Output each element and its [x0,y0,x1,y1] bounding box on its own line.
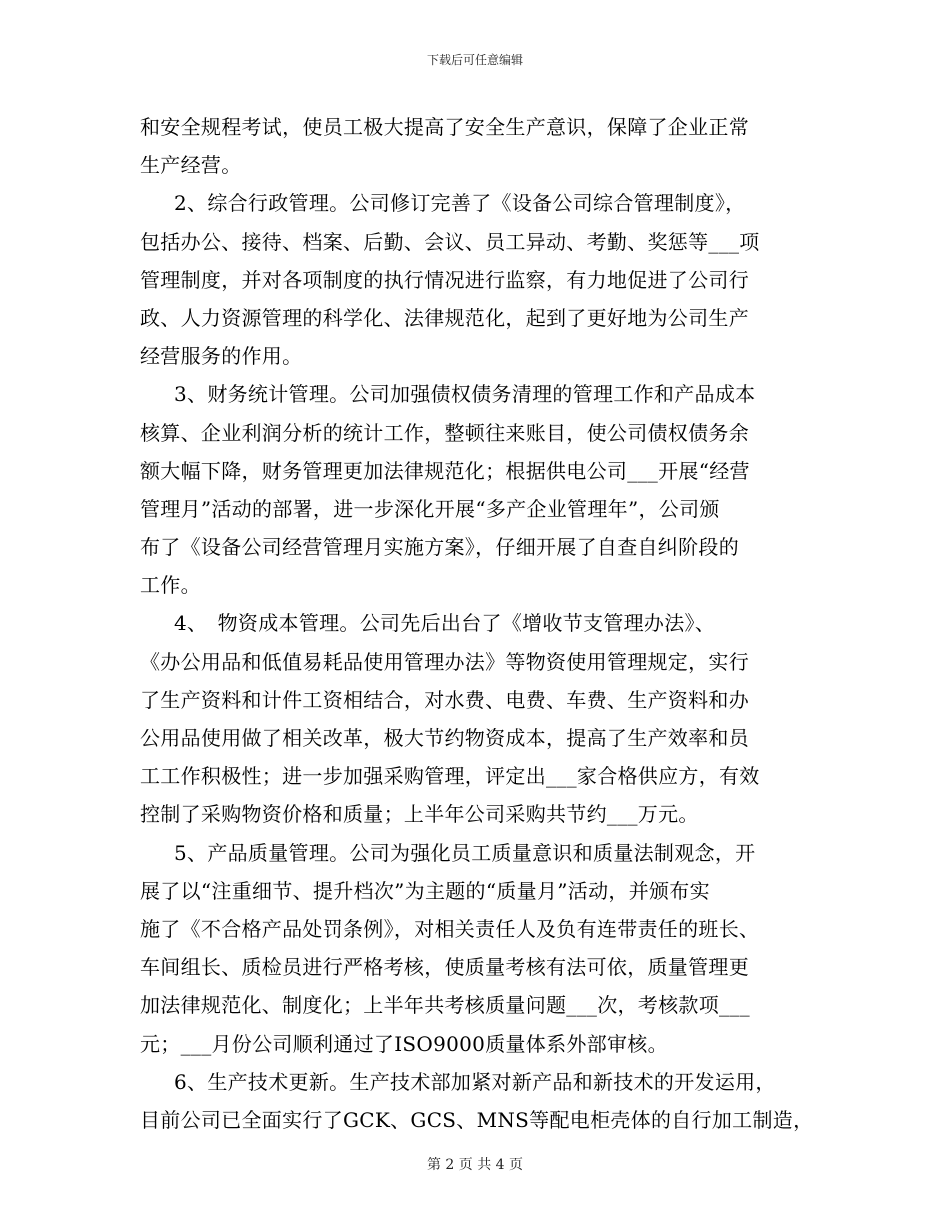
text-line: 元；___月份公司顺利通过了ISO9000质量体系外部审核。 [140,1031,668,1056]
text-line: 包括办公、接待、档案、后勤、会议、员工异动、考勤、奖惩等___项 [140,229,760,254]
paragraph-start-line: 6、生产技术更新。生产技术部加紧对新产品和新技术的开发运用， [174,1069,776,1094]
text-line: 和安全规程考试，使员工极大提高了安全生产意识，保障了企业正常 [140,115,749,139]
text-line: 施了《不合格产品处罚条例》，对相关责任人及负有连带责任的班长、 [140,916,760,941]
text-line: 工工作积极性；进一步加强采购管理，评定出___家合格供应方，有效 [140,764,760,789]
text-line: 生产经营。 [140,153,242,178]
paragraph-start-line: 4、 物资成本管理。公司先后出台了《增收节支管理办法》、 [174,611,716,636]
text-line: 政、人力资源管理的科学化、法律规范化，起到了更好地为公司生产 [140,305,749,330]
text-line: 《办公用品和低值易耗品使用管理办法》等物资使用管理规定，实行 [140,649,749,674]
paragraph-start-line: 5、产品质量管理。公司为强化员工质量意识和质量法制观念，开 [174,840,756,865]
paragraph-start-line: 2、综合行政管理。公司修订完善了《设备公司综合管理制度》， [174,191,746,216]
document-body [140,108,812,1139]
text-line: 布了《设备公司经营管理月实施方案》，仔细开展了自查自纠阶段的 [140,535,739,560]
text-line: 控制了采购物资价格和质量；上半年公司采购共节约___万元。 [140,802,699,827]
text-line: 额大幅下降，财务管理更加法律规范化；根据供电公司___开展“经营 [140,458,750,483]
page-footer: 第 2 页 共 4 页 [426,1157,524,1173]
text-line: 核算、企业利润分析的统计工作，整顿往来账目，使公司债权债务余 [140,420,749,445]
paragraph-start-line: 3、财务统计管理。公司加强债权债务清理的管理工作和产品成本 [174,382,756,407]
text-line: 公用品使用做了相关改革，极大节约物资成本，提高了生产效率和员 [140,726,749,750]
text-line: 管理制度，并对各项制度的执行情况进行监察，有力地促进了公司行 [140,267,749,292]
text-line: 目前公司已全面实行了GCK、GCS、MNS等配电柜壳体的自行加工制造， [140,1107,814,1132]
text-line: 管理月”活动的部署，进一步深化开展“多产企业管理年”，公司颁 [140,496,720,521]
text-line: 车间组长、质检员进行严格考核，使质量考核有法可依，质量管理更 [140,955,749,980]
text-line: 工作。 [140,573,201,598]
text-line: 了生产资料和计件工资相结合，对水费、电费、车费、生产资料和办 [140,687,749,712]
text-line: 展了以“注重细节、提升档次”为主题的“质量月”活动，并颁布实 [140,878,710,903]
page-header: 下载后可任意编辑 [426,53,523,67]
text-line: 加法律规范化、制度化；上半年共考核质量问题___次，考核款项___ [140,993,750,1018]
text-line: 经营服务的作用。 [140,344,303,369]
